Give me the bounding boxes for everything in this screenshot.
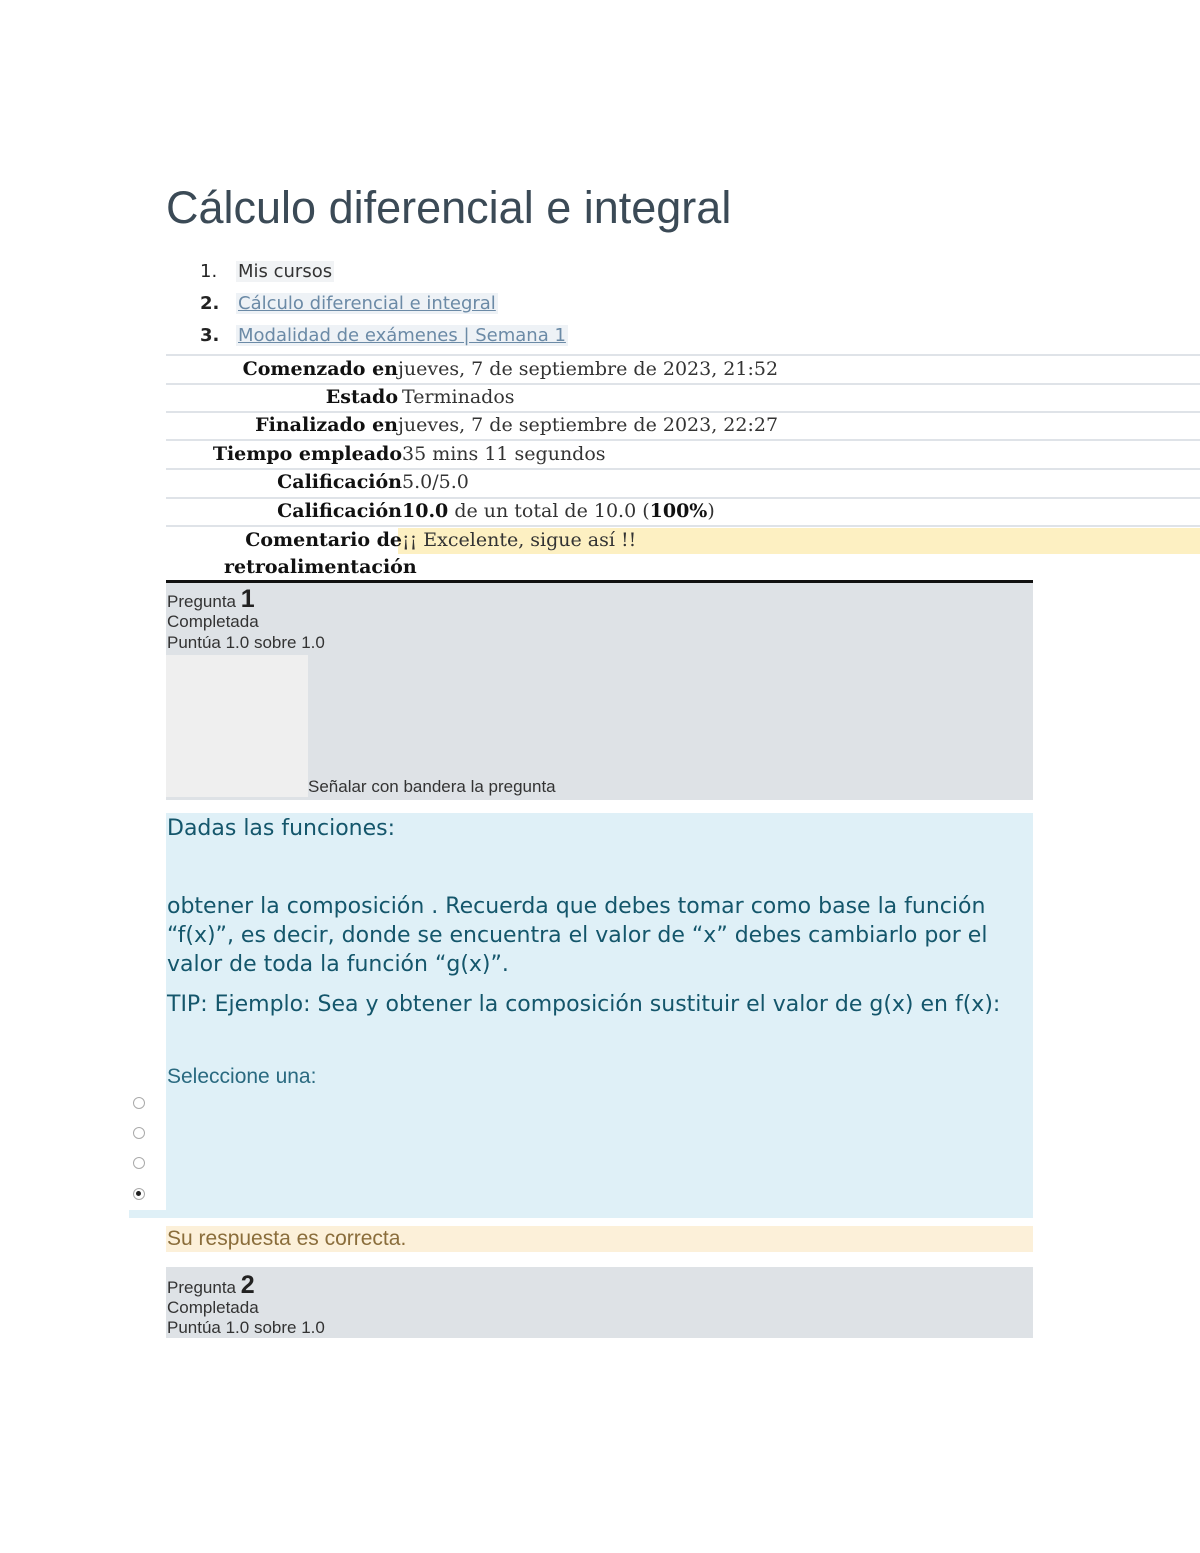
summary-row-divider <box>166 525 1200 527</box>
breadcrumb-number: 2. <box>200 293 220 314</box>
marks-label: Calificación <box>277 471 402 493</box>
question-2-state: Completada <box>167 1298 259 1317</box>
question-number: 1 <box>240 585 255 613</box>
answer-feedback-text: Su respuesta es correcta. <box>167 1227 407 1250</box>
answer-feedback <box>166 1226 1033 1252</box>
breadcrumb-label: Mis cursos <box>238 261 333 282</box>
select-prompt: Seleccione una: <box>167 1065 317 1088</box>
feedback-label: Comentario de <box>245 529 402 551</box>
grade-value <box>402 500 715 522</box>
question-2-grade: Puntúa 1.0 sobre 1.0 <box>167 1318 325 1337</box>
breadcrumb-item-course[interactable] <box>200 291 498 317</box>
state-value: Terminados <box>402 386 515 408</box>
state-label: Estado <box>325 386 398 408</box>
page-title: Cálculo diferencial e integral <box>166 182 732 233</box>
marks-value: 5.0/5.0 <box>402 471 469 493</box>
grade-close: ) <box>707 500 715 522</box>
breadcrumb-number: 1. <box>200 261 218 282</box>
answer-option-radio-a[interactable] <box>133 1097 145 1109</box>
question-1-text-intro: Dadas las funciones: <box>167 816 396 841</box>
question-1-text-body: obtener la composición . Recuerda que debes tomar como base la función “f(x)”, es decir, donde se encuentra el valor de “x” debes cambiarlo por el valor de toda la función “g(x)”. <box>167 894 988 977</box>
breadcrumb-item-exam[interactable] <box>200 323 568 349</box>
grade-total: de un total de 10.0 ( <box>448 500 650 522</box>
feedback-label-continued: retroalimentación <box>224 556 417 578</box>
summary-row-divider <box>166 497 1200 499</box>
summary-row-divider <box>166 439 1200 441</box>
finished-value: jueves, 7 de septiembre de 2023, 22:27 <box>398 414 779 436</box>
answer-option-radio-d[interactable] <box>133 1188 145 1200</box>
question-2-number <box>167 1271 255 1300</box>
question-1-state: Completada <box>167 612 259 631</box>
question-number: 2 <box>240 1271 255 1299</box>
answer-option-radio-b[interactable] <box>133 1127 145 1139</box>
question-1-content-strip <box>129 1210 166 1218</box>
summary-row-divider <box>166 468 1200 470</box>
breadcrumb-number: 3. <box>200 325 220 346</box>
grade-number: 10.0 <box>402 500 449 522</box>
question-1-flag-area <box>166 655 308 797</box>
question-1-number <box>167 585 255 614</box>
question-1-grade: Puntúa 1.0 sobre 1.0 <box>167 633 325 652</box>
grade-percent: 100% <box>649 500 708 522</box>
time-taken-value: 35 mins 11 segundos <box>402 443 606 465</box>
summary-row-divider <box>166 383 1200 385</box>
finished-label: Finalizado en <box>255 414 398 436</box>
answer-option-radio-c[interactable] <box>133 1157 145 1169</box>
breadcrumb-item-my-courses <box>200 259 334 285</box>
flag-question-link[interactable]: Señalar con bandera la pregunta <box>308 777 556 796</box>
feedback-value: ¡¡ Excelente, sigue así !! <box>402 529 637 551</box>
started-label: Comenzado en <box>242 358 398 380</box>
question-label: Pregunta <box>167 1278 236 1297</box>
summary-row-divider <box>166 411 1200 413</box>
question-1-text-tip: TIP: Ejemplo: Sea y obtener la composición sustituir el valor de g(x) en f(x): <box>167 992 1001 1017</box>
time-taken-label: Tiempo empleado <box>212 443 402 465</box>
question-label: Pregunta <box>167 592 236 611</box>
breadcrumb-link-course[interactable]: Cálculo diferencial e integral <box>238 293 496 314</box>
summary-row-divider <box>166 354 1200 356</box>
started-value: jueves, 7 de septiembre de 2023, 21:52 <box>398 358 779 380</box>
grade-label: Calificación <box>277 500 402 522</box>
breadcrumb-link-exam[interactable]: Modalidad de exámenes | Semana 1 <box>238 325 566 346</box>
